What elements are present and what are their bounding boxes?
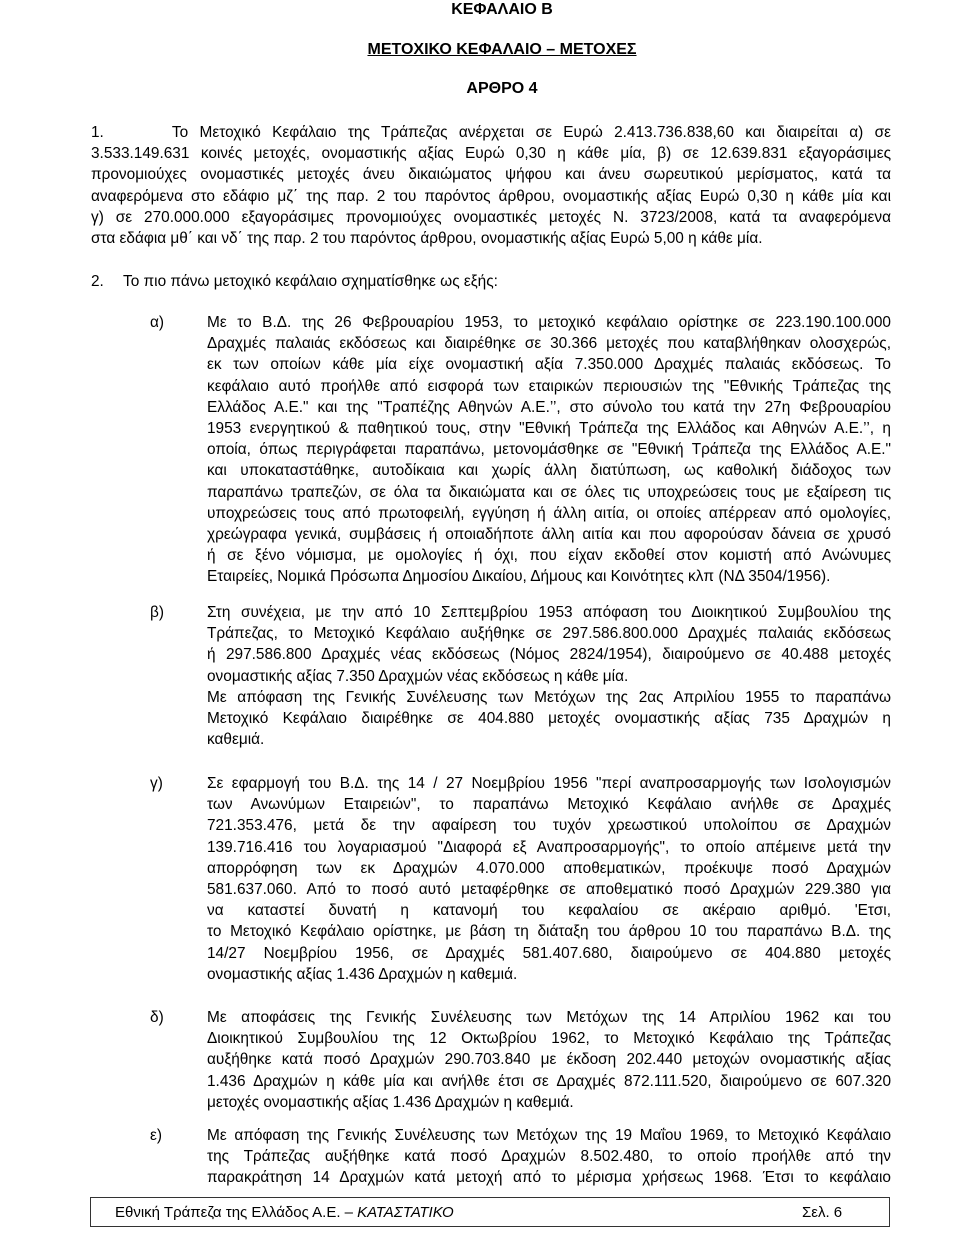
item-line: Με απόφαση της Γενικής Συνέλευσης των Μετόχων της 2ας Απριλίου 1955 το παραπάνω — [207, 688, 891, 706]
list-item-d — [207, 1007, 891, 1113]
paragraph-number: 1. — [91, 124, 104, 141]
item-line: 1.436 Δραχμών η κάθε μία και ανήλθε έτσι σε Δραχμές 872.111.520, διαιρούμενο σε 607.320 — [207, 1072, 891, 1090]
item-line: χρεώγραφα γενικά, συμβάσεις ή οποιαδήποτε άλλη αιτία και που αφορούσαν δάνεια σε χρυσό — [207, 526, 891, 544]
item-line: και υποκαταστάθηκε, αυτοδίκαια και χωρίς άλλη διατύπωση, ως καθολική διάδοχος των — [207, 462, 891, 480]
item-line: κεφάλαιο αυτό προήλθε από εισφορά των εταιρικών περιουσιών της "Εθνικής Τράπεζας της — [207, 377, 891, 395]
list-marker: γ) — [150, 775, 163, 792]
item-line: Μετοχικό Κεφάλαιο διαιρέθηκε σε 404.880 μετοχές ονομαστικής αξίας 735 Δραχμών η — [207, 710, 891, 728]
item-line: Διοικητικού Συμβουλίου της 12 Οκτωβρίου 1962, το Μετοχικό Κεφάλαιο της Τράπεζας — [207, 1030, 891, 1048]
item-line: της Τράπεζας αυξήθηκε κατά ποσό Δραχμών 8.502.480, το οποίο προήλθε από την — [207, 1148, 891, 1166]
paragraph-line: στα εδάφια μθ΄ και νδ΄ της παρ. 2 του παρόντος άρθρου, ονομαστικής αξίας Ευρώ 5,00 η κάθε μία. — [91, 230, 763, 248]
paragraph-2: Το πιο πάνω μετοχικό κεφάλαιο σχηματίσθηκε ως εξής: — [123, 273, 498, 290]
paragraph-number: 2. — [91, 273, 104, 290]
item-line: παρακράτηση 14 Δραχμών κατά μετοχή από το μέρισμα χρήσεως 1968. Έτσι το κεφάλαιο — [207, 1169, 891, 1187]
article-heading: ΑΡΘΡΟ 4 — [466, 80, 538, 97]
footer-bank-name: Εθνική Τράπεζα της Ελλάδος Α.Ε. – — [115, 1204, 358, 1221]
item-line: το Μετοχικό Κεφάλαιο ορίστηκε, με βάση τη διάταξη του άρθρου 10 του παραπάνω Β.Δ. της — [207, 923, 891, 941]
item-line: ονομαστικής αξίας 7.350 Δραχμών νέας εκδόσεως η κάθε μία. — [207, 667, 629, 685]
item-line: υποχρεώσεις τους από πρωτοφειλή, εγγύηση ή άλλη αιτία, οι οποίες απέρρεαν από ομολογίες, — [207, 504, 891, 522]
item-line: παραπάνω τραπεζών, σε όλα τα δικαιώματα και σε όλες τις υποχρεώσεις τους με εξαίρεση τις — [207, 483, 891, 501]
item-line: Δραχμές παλαιάς εκδόσεως και διαιρέθηκε σε 30.366 μετοχές που καταβλήθηκαν ολοσχερώς, — [207, 335, 891, 353]
footer-title — [115, 1203, 454, 1223]
item-line: μετοχές ονομαστικής αξίας 1.436 Δραχμών η καθεμιά. — [207, 1093, 574, 1111]
item-line: Ελλάδος Α.Ε." και της "Τραπέζης Αθηνών Α.Ε.’’, στο σύνολο του κατά την 27η Φεβρουαρίου — [207, 398, 891, 416]
item-line: ή σε ξένο νόμισμα, με ομολογίες ή όχι, που είχαν εκδοθεί στον κομιστή από Ανώνυμες — [207, 547, 891, 565]
item-line: να καταστεί δυνατή η κατανομή του κεφαλαίου σε ακέραιο αριθμό. 'Ετσι, — [207, 902, 891, 920]
item-line: 14/27 Νοεμβρίου 1956, σε Δραχμές 581.407.680, διαιρούμενο σε 404.880 μετοχές — [207, 944, 891, 962]
item-line: ή 297.586.800 Δραχμές νέας εκδόσεως (Νόμος 2824/1954), διαιρούμενο σε 40.488 μετοχές — [207, 646, 891, 664]
paragraph-line: Το Μετοχικό Κεφάλαιο της Τράπεζας ανέρχεται σε Ευρώ 2.413.736.838,60 και διαιρείται α) σε — [171, 124, 891, 141]
item-line: 1953 ενεργητικού & παθητικού τους, στην "Εθνική Τράπεζα της Ελλάδος και Αθηνών Α.Ε.’’, η — [207, 420, 891, 438]
list-marker: α) — [150, 314, 165, 331]
list-item-e — [207, 1125, 891, 1189]
item-line: 139.716.416 του λογαριασμού "Διαφορά εξ Αναπροσαρμογής", το οποίο απέμεινε μετά την — [207, 838, 891, 856]
list-item-a — [207, 312, 891, 588]
item-line: καθεμιά. — [207, 731, 265, 749]
paragraph-line: αναφερόμενα στο εδάφιο μζ΄ της παρ. 2 του παρόντος άρθρου, ονομαστικής αξίας Ευρώ 0,30 η κάθε μία και — [91, 187, 891, 205]
paragraph-line: γ) σε 270.000.000 εξαγοράσιμες προνομιούχες ονομαστικές μετοχές Ν. 3723/2008, κατά τα αναφερόμενα — [91, 208, 891, 226]
item-line: Τράπεζας, το Μετοχικό Κεφάλαιο αυξήθηκε σε 297.586.800.000 Δραχμές παλαιάς εκδόσεως — [207, 625, 891, 643]
list-marker: δ) — [150, 1009, 164, 1026]
item-line: 581.637.060. Από το ποσό αυτό μεταφέρθηκε σε αποθεματικό ποσό Δραχμών 229.380 για — [207, 881, 891, 899]
paragraph-line: προνομιούχες ονομαστικές μετοχές άνευ δικαιώματος ψήφου και άνευ σωρευτικού μερίσματος, κατά τα — [91, 166, 891, 184]
item-line: 721.353.476, μετά δε την αφαίρεση του τυχόν χρεωστικού υπολοίπου σε Δραχμών — [207, 817, 891, 835]
section-title: ΜΕΤΟΧΙΚΟ ΚΕΦΑΛΑΙΟ – ΜΕΤΟΧΕΣ — [367, 41, 637, 58]
footer-doc-name: ΚΑΤΑΣΤΑΤΙΚΟ — [357, 1204, 454, 1221]
item-line: εκ των οποίων κάθε μία είχε ονομαστική αξία 7.350.000 Δραχμές παλαιάς εκδόσεως. Το — [207, 356, 891, 374]
item-line: ονομαστικής αξίας 1.436 Δραχμών η καθεμιά. — [207, 965, 518, 983]
item-line: οποία, όπως περιγράφεται παραπάνω, μετονομάσθηκε σε "Εθνική Τράπεζα της Ελλάδος Α.Ε." — [207, 441, 891, 459]
item-line: Με απόφαση της Γενικής Συνέλευσης των Μετόχων της 19 Μαΐου 1969, το Μετοχικό Κεφάλαιο — [207, 1127, 891, 1144]
page-number: Σελ. 6 — [802, 1204, 843, 1221]
item-line: αυξήθηκε κατά ποσό Δραχμών 290.703.840 με έκδοση 202.440 μετοχών ονομαστικής αξίας — [207, 1051, 891, 1069]
item-line: Με το Β.Δ. της 26 Φεβρουαρίου 1953, το μετοχικό κεφάλαιο ορίστηκε σε 223.190.100.000 — [207, 314, 891, 331]
list-item-c — [207, 773, 891, 985]
item-line: Με αποφάσεις της Γενικής Συνέλευσης των Μετόχων της 14 Απριλίου 1962 και του — [207, 1009, 891, 1026]
paragraph-1 — [91, 122, 891, 249]
item-line: των Ανωνύμων Εταιρειών", το παραπάνω Μετοχικό Κεφάλαιο ανήλθε σε Δραχμές — [207, 796, 891, 814]
item-line: Εταιρείες, Νομικά Πρόσωπα Δημοσίου Δικαίου, Δήμους και Κοινότητες κλπ (ΝΔ 3504/1956). — [207, 568, 831, 586]
list-marker: ε) — [150, 1127, 162, 1144]
chapter-heading: ΚΕΦΑΛΑΙΟ Β — [451, 1, 553, 18]
list-marker: β) — [150, 604, 164, 621]
paragraph-line: 3.533.149.631 κοινές μετοχές, ονομαστικής αξίας Ευρώ 0,30 η κάθε μία, β) σε 12.639.831 εξαγοράσιμες — [91, 145, 891, 163]
item-line: απορρόφηση των εκ Δραχμών 4.070.000 αποθεματικών, προέκυψε ποσό Δραχμών — [207, 859, 891, 877]
list-item-b — [207, 602, 891, 750]
item-line: Σε εφαρμογή του Β.Δ. της 14 / 27 Νοεμβρίου 1956 "περί αναπροσαρμογής των Ισολογισμών — [207, 775, 891, 792]
item-line: Στη συνέχεια, με την από 10 Σεπτεμβρίου 1953 απόφαση του Διοικητικού Συμβουλίου της — [207, 604, 891, 621]
